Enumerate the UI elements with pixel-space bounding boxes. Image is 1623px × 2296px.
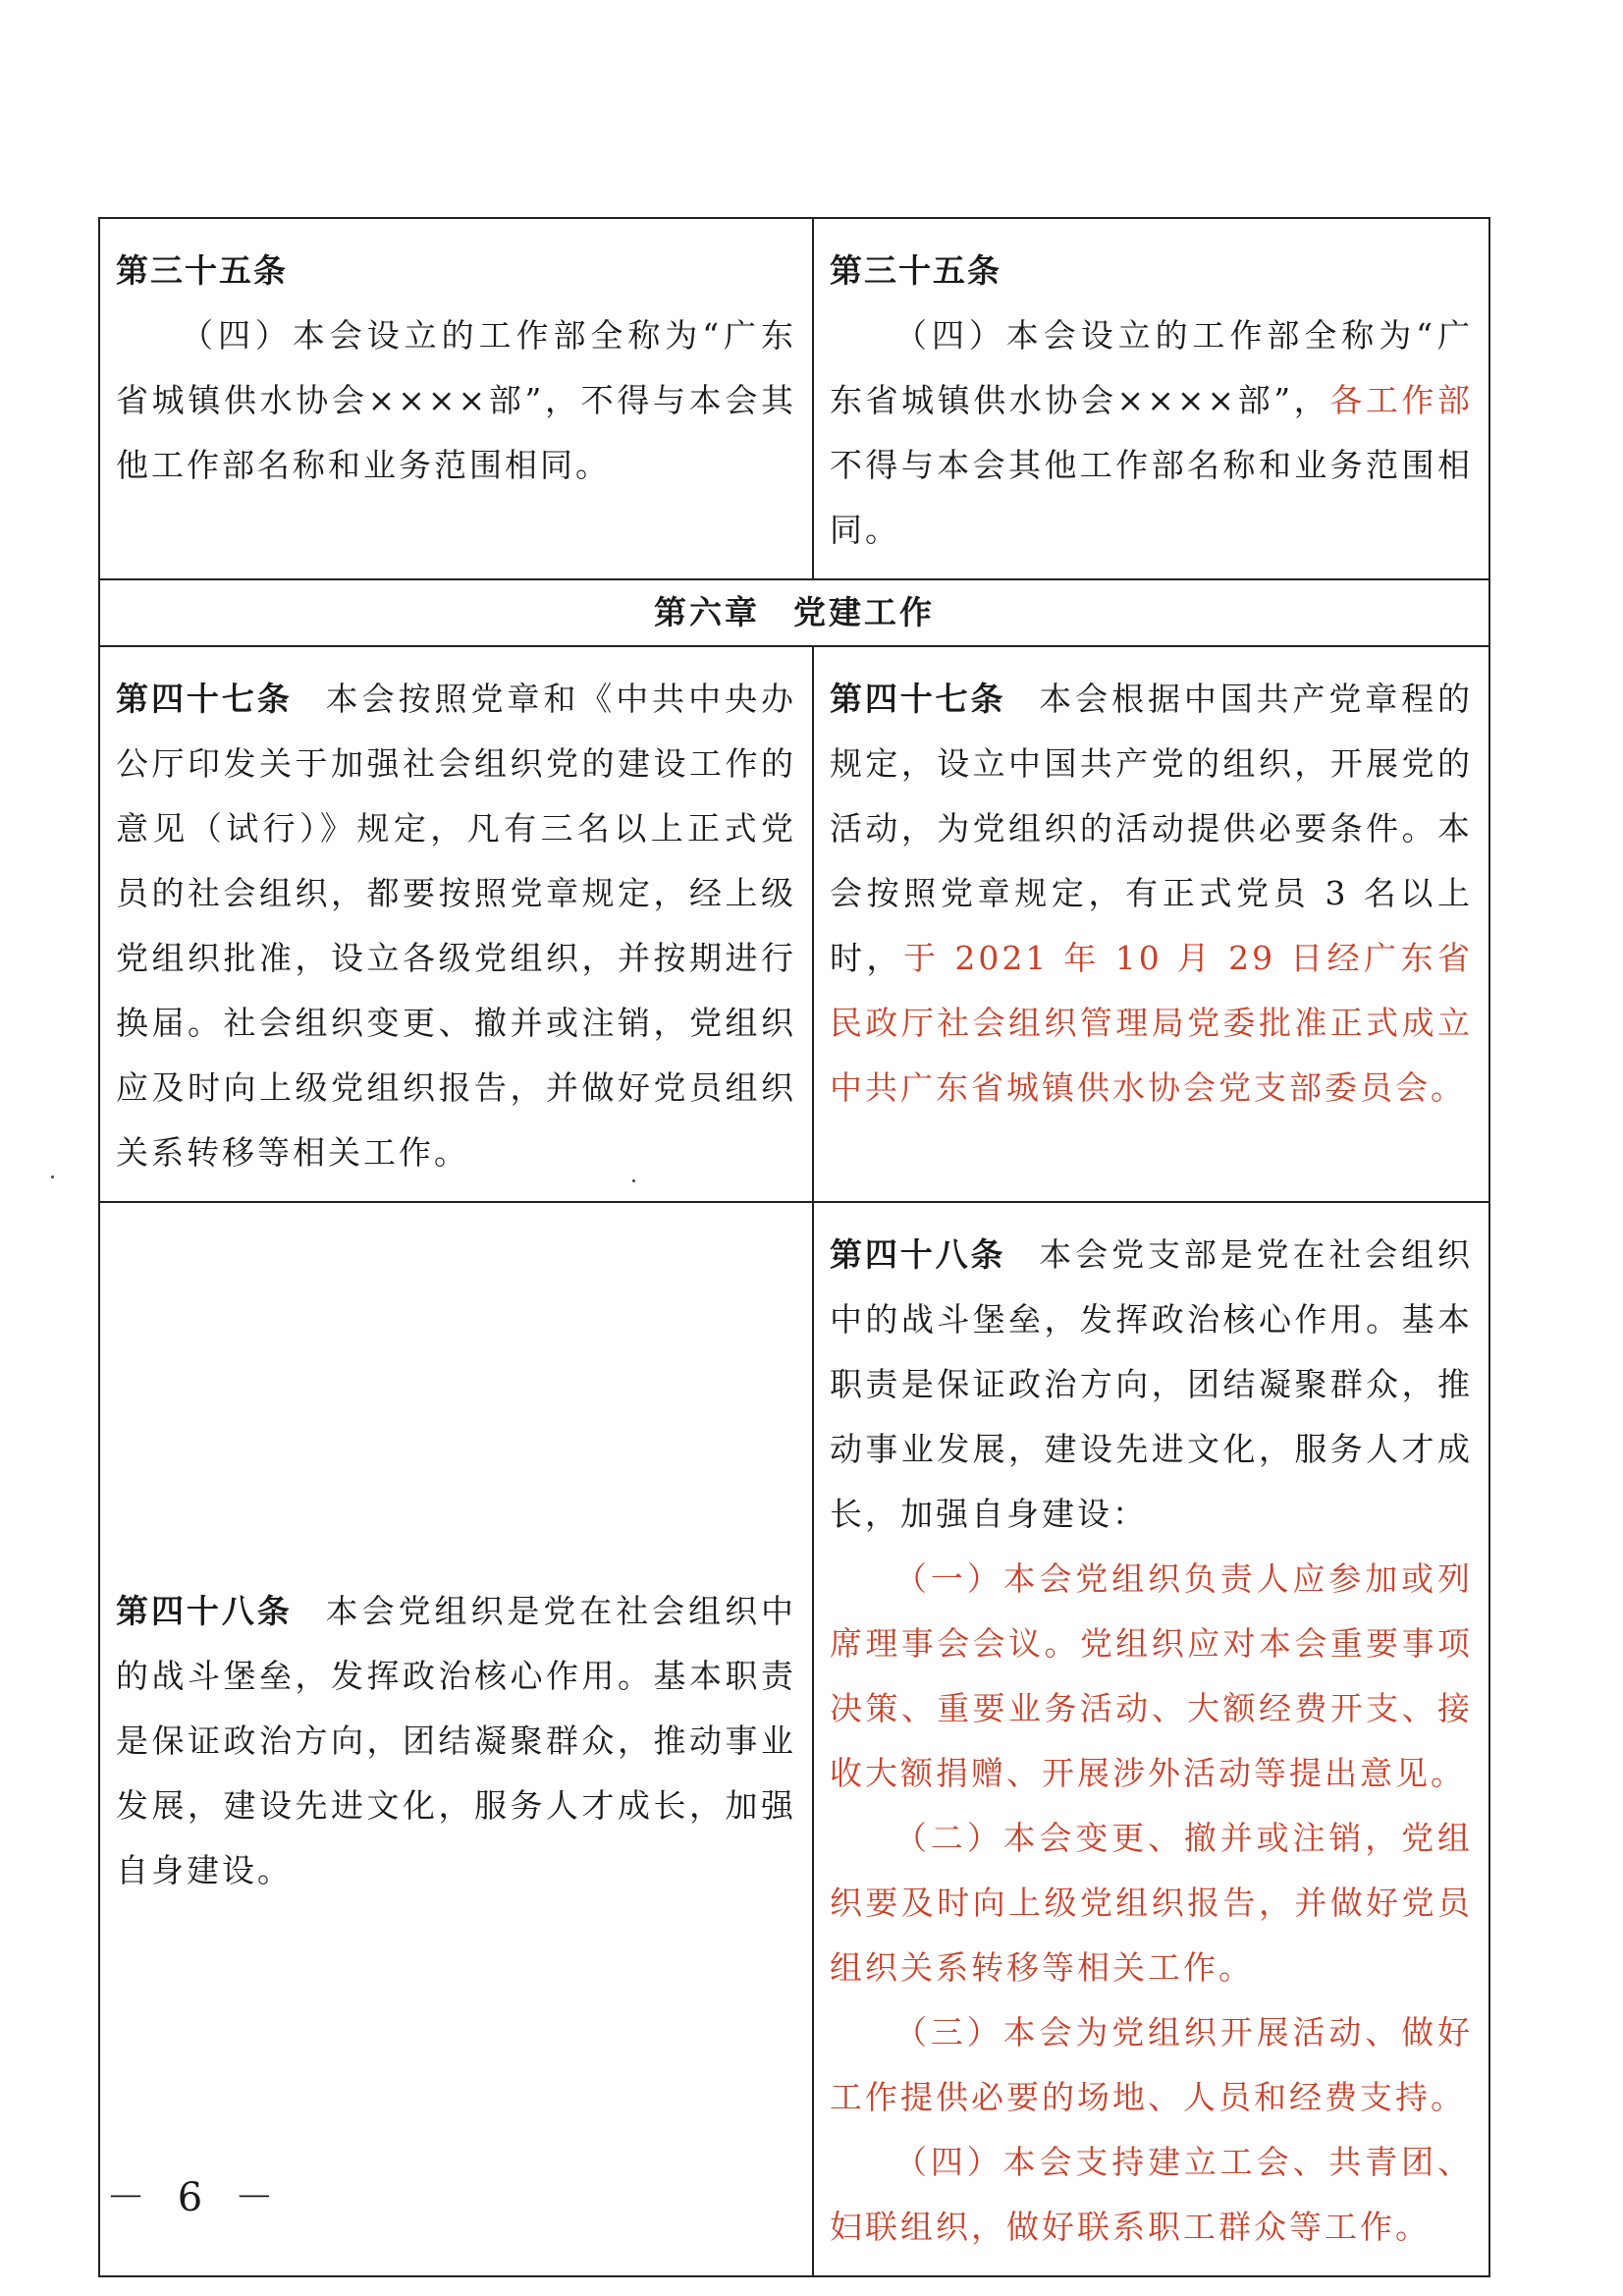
comparison-table xyxy=(98,217,1490,2277)
article-48-revised-item-3: （三）本会为党组织开展活动、做好工作提供必要的场地、人员和经费支持。 xyxy=(830,2013,1473,2116)
article-47-revised-text xyxy=(830,667,1473,1121)
article-35-original-body: （四）本会设立的工作部全称为“广东省城镇供水协会××××部”，不得与本会其他工作部名称和业务范围相同。 xyxy=(116,316,796,484)
chapter-number: 第六章 xyxy=(654,593,760,631)
article-35-revised-cell xyxy=(813,218,1489,579)
article-35-revised-text-1: （四）本会设立的工作部全称为“广东省城镇供水协会××××部”， xyxy=(830,316,1473,419)
article-48-revised-item-4: （四）本会支持建立工会、共青团、妇联组织，做好联系职工群众等工作。 xyxy=(830,2143,1473,2246)
article-47-original-body: 本会按照党章和《中共中央办公厅印发关于加强社会组织党的建设工作的意见（试行）》规定，凡有三名以上正式党员的社会组织，都要按照党章规定，经上级党组织批准，设立各级党组织，并按期进行换届。社会组织变更、撤并或注销，党组织应及时向上级党组织报告，并做好党员组织关系转移等相关工作。 xyxy=(116,680,797,1172)
article-35-revised-body xyxy=(830,303,1473,563)
article-47-revised-body: 本会根据中国共产党章程的规定，设立中国共产党的组织，开展党的活动，为党组织的活动提供必要条件。本会按照党章规定，有正式党员 3 名以上时， xyxy=(830,680,1474,977)
table-row-article-35 xyxy=(99,218,1489,579)
article-48-original-cell xyxy=(99,1202,813,2276)
article-47-original-text xyxy=(116,667,796,1185)
scan-speck xyxy=(51,1175,54,1178)
article-47-revised-highlight: 于 2021 年 10 月 29 日经广东省民政厅社会组织管理局党委批准正式成立中共广东省城镇供水协会党支部委员会。 xyxy=(830,939,1474,1107)
table-row-article-47 xyxy=(99,646,1489,1202)
article-48-original-title: 第四十八条 xyxy=(116,1592,293,1630)
article-35-revised-text-2: 不得与本会其他工作部名称和业务范围相同。 xyxy=(830,446,1473,549)
table-row-article-48 xyxy=(99,1202,1489,2276)
table-row-chapter-heading xyxy=(99,579,1489,646)
scan-speck xyxy=(632,1179,635,1182)
page-number: － 6 － xyxy=(106,2175,284,2220)
article-48-revised-cell xyxy=(813,1202,1489,2276)
article-47-original-title: 第四十七条 xyxy=(116,680,293,718)
article-47-original-cell xyxy=(99,646,813,1202)
chapter-title: 党建工作 xyxy=(793,593,935,631)
article-48-revised-text xyxy=(830,1223,1473,1547)
article-35-revised-title: 第三十五条 xyxy=(830,251,1001,290)
article-48-revised-item-1: （一）本会党组织负责人应参加或列席理事会会议。党组织应对本会重要事项决策、重要业务活动、大额经费开支、接收大额捐赠、开展涉外活动等提出意见。 xyxy=(830,1559,1473,1792)
article-35-revised-highlight: 各工作部 xyxy=(1329,381,1474,419)
article-48-revised-item-2: （二）本会变更、撤并或注销，党组织要及时向上级党组织报告，并做好党员组织关系转移等相关工作。 xyxy=(830,1819,1473,1987)
article-48-revised-title: 第四十八条 xyxy=(830,1235,1006,1274)
article-35-original-title: 第三十五条 xyxy=(116,251,288,290)
chapter-heading xyxy=(99,579,1489,646)
article-48-original-text xyxy=(116,1579,796,1903)
article-48-original-body: 本会党组织是党在社会组织中的战斗堡垒，发挥政治核心作用。基本职责是保证政治方向，团结凝聚群众，推动事业发展，建设先进文化，服务人才成长，加强自身建设。 xyxy=(116,1592,797,1889)
article-35-original-cell xyxy=(99,218,813,579)
article-47-revised-cell xyxy=(813,646,1489,1202)
article-47-revised-title: 第四十七条 xyxy=(830,680,1006,718)
article-48-revised-body: 本会党支部是党在社会组织中的战斗堡垒，发挥政治核心作用。基本职责是保证政治方向，团结凝聚群众，推动事业发展，建设先进文化，服务人才成长，加强自身建设： xyxy=(830,1235,1474,1533)
